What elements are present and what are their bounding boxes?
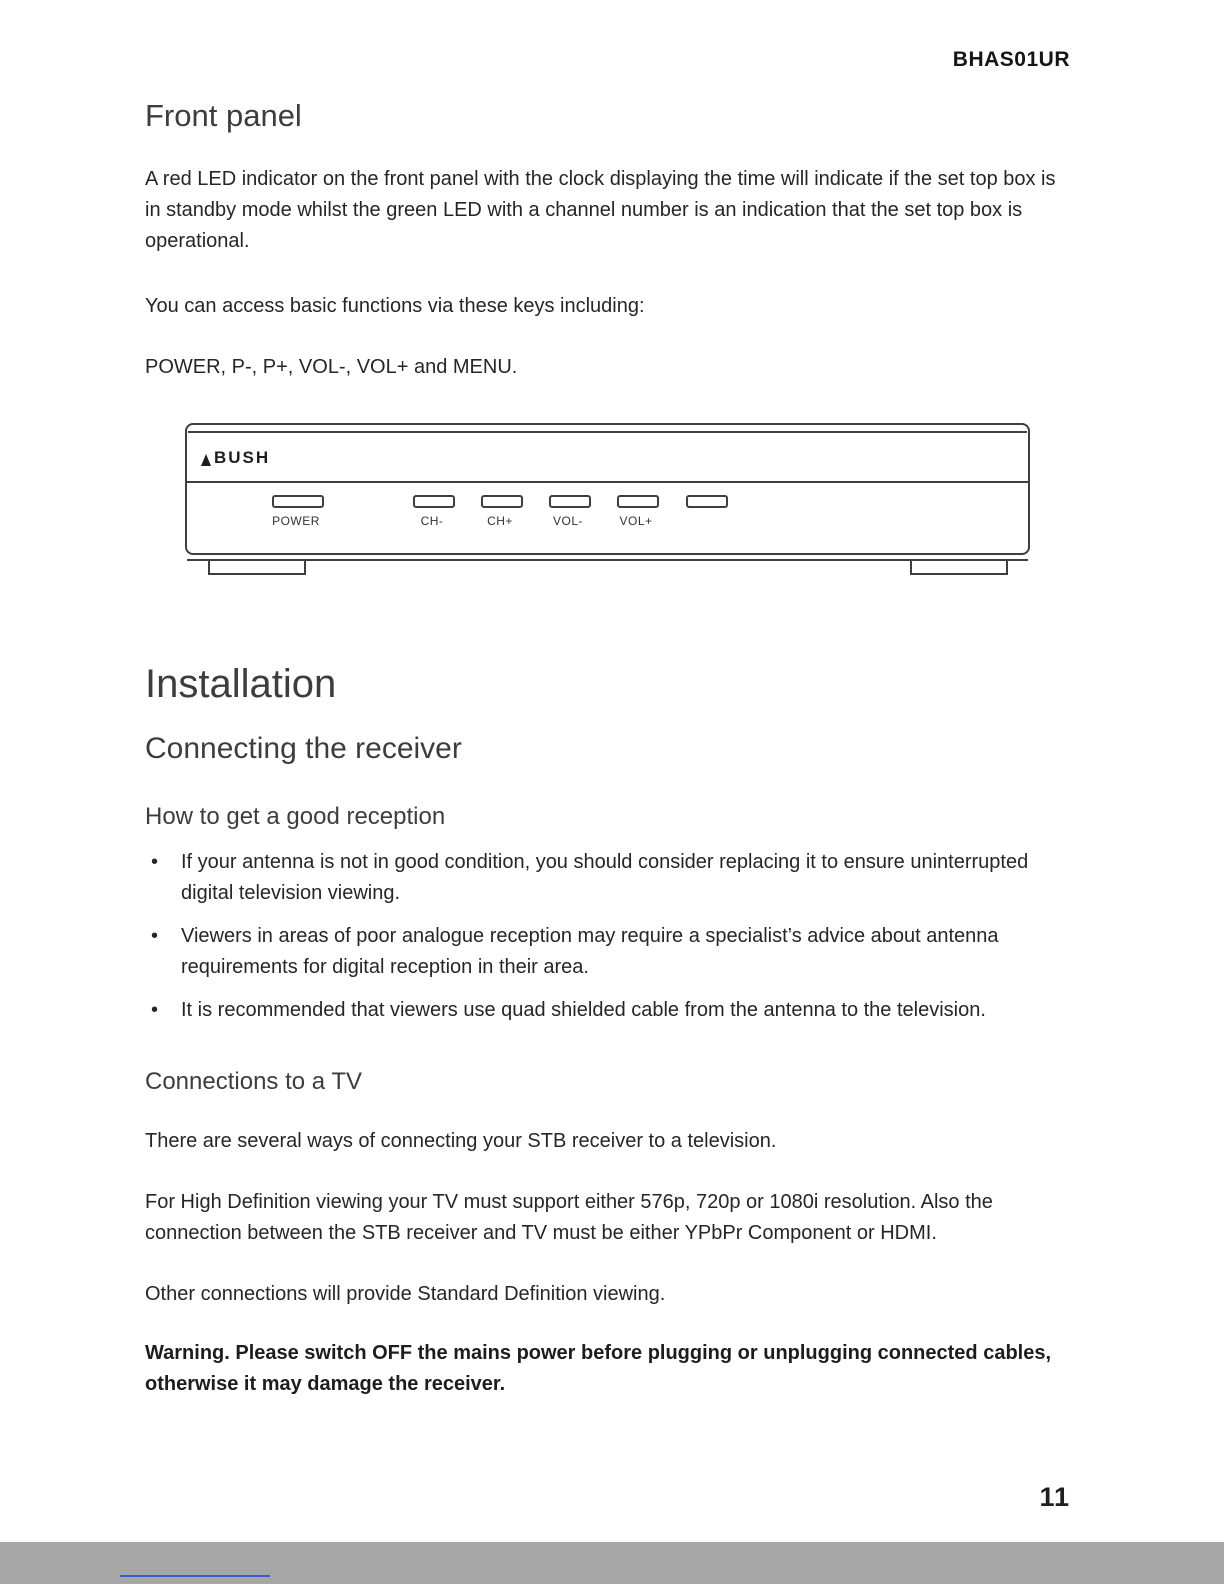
tv-para-1: There are several ways of connecting your STB receiver to a television. xyxy=(145,1130,777,1152)
device-base-line xyxy=(187,559,1028,561)
tv-para-3: Other connections will provide Standard Definition viewing. xyxy=(145,1283,666,1305)
vol-plus-button-shape xyxy=(617,495,659,508)
ch-plus-button-shape xyxy=(481,495,523,508)
bullet-text: It is recommended that viewers use quad shielded cable from the antenna to the television. xyxy=(181,999,986,1021)
power-button-shape xyxy=(272,495,324,508)
menu-button-shape xyxy=(686,495,728,508)
footer-bar xyxy=(0,1542,1224,1584)
bullet-text: Viewers in areas of poor analogue reception may require a specialist’s advice about antenna requirements for digital reception in their area. xyxy=(181,925,999,978)
bullet-text: If your antenna is not in good condition, you should consider replacing it to ensure uninterrupted digital television viewing. xyxy=(181,851,1029,904)
page-number: 11 xyxy=(1039,1482,1070,1512)
bush-logo xyxy=(201,448,270,468)
vol-minus-button-label: VOL- xyxy=(552,514,583,528)
tv-para-2: For High Definition viewing your TV must support either 576p, 720p or 1080i resolution. Also the connection between the STB receiver and TV must be either YPbPr Component or HDMI. xyxy=(145,1191,993,1244)
device-left-foot xyxy=(208,561,306,575)
connecting-receiver-heading: Connecting the receiver xyxy=(145,732,462,765)
reception-heading: How to get a good reception xyxy=(145,803,446,830)
installation-heading: Installation xyxy=(145,662,337,706)
tv-connections-heading: Connections to a TV xyxy=(145,1068,363,1095)
warning-text: Warning. Please switch OFF the mains power before plugging or unplugging connected cables, otherwise it may damage the receiver. xyxy=(145,1342,1052,1395)
front-panel-keys-text: POWER, P-, P+, VOL-, VOL+ and MENU. xyxy=(145,356,518,378)
device-top-bevel-line xyxy=(188,431,1027,433)
vol-plus-button-label: VOL+ xyxy=(619,514,653,528)
ch-plus-button-label: CH+ xyxy=(487,514,513,528)
list-item xyxy=(151,921,1070,983)
ch-minus-button-shape xyxy=(413,495,455,508)
front-panel-heading: Front panel xyxy=(145,98,302,133)
reception-bullet-list xyxy=(145,847,1070,1026)
front-panel-intro: A red LED indicator on the front panel with the clock displaying the time will indicate if the set top box is in standby mode whilst the green LED with a channel number is an indication that the set top box is operational. xyxy=(145,168,1056,252)
list-item xyxy=(151,995,1070,1026)
ch-minus-button-label: CH- xyxy=(420,514,444,528)
front-panel-access-text: You can access basic functions via these keys including: xyxy=(145,295,645,317)
list-item xyxy=(151,847,1070,909)
device-right-foot xyxy=(910,561,1008,575)
vol-minus-button-shape xyxy=(549,495,591,508)
brand-name: BUSH xyxy=(214,448,271,467)
front-panel-diagram xyxy=(185,423,1030,575)
bush-logo-icon xyxy=(201,454,211,466)
footer-link[interactable] xyxy=(120,1575,270,1577)
model-code: BHAS01UR xyxy=(952,48,1070,71)
device-outline xyxy=(185,423,1030,555)
device-divider-line xyxy=(185,481,1030,483)
power-button-label: POWER xyxy=(272,514,320,528)
